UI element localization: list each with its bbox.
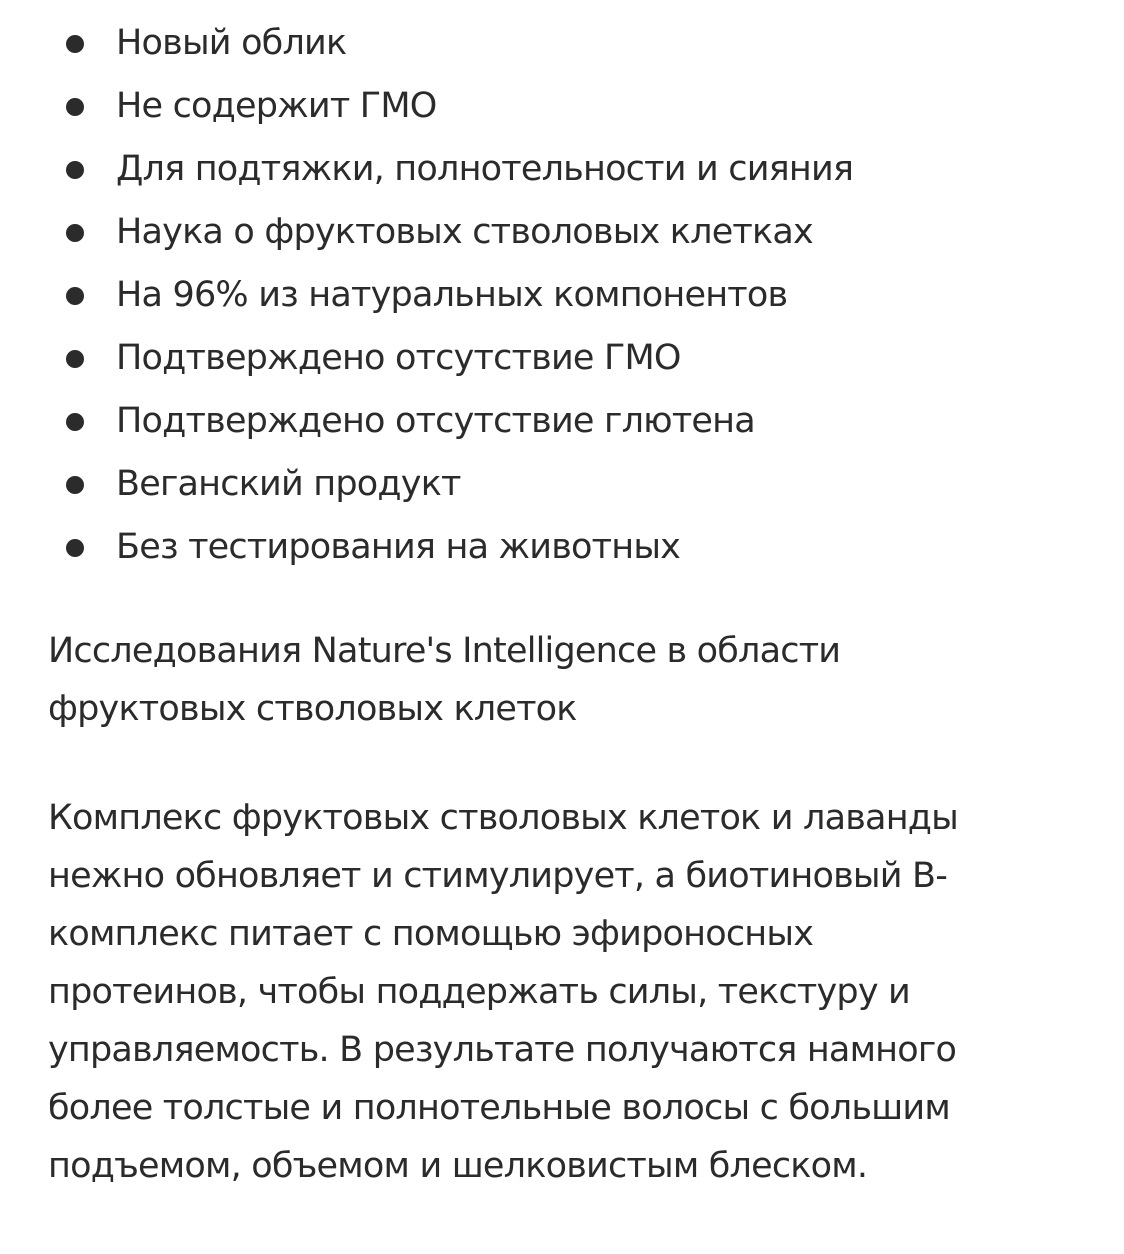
bullet-icon [66,476,84,494]
list-item [116,453,1098,516]
feature-text: Новый облик [116,23,347,63]
feature-text: Подтверждено отсутствие ГМО [116,338,681,378]
list-item [116,264,1098,327]
heading-line: Исследования Nature's Intelligence в области [48,631,841,671]
bullet-icon [66,287,84,305]
paragraph-line: комплекс питает с помощью эфироносных [48,914,814,954]
feature-text: Подтверждено отсутствие глютена [116,401,755,441]
paragraph-line: Комплекс фруктовых стволовых клеток и лаванды [48,798,959,838]
bullet-icon [66,35,84,53]
bullet-icon [66,98,84,116]
paragraph-line: подъемом, объемом и шелковистым блеском. [48,1146,868,1186]
feature-text: Не содержит ГМО [116,86,437,126]
paragraph-line: протеинов, чтобы поддержать силы, текстуру и [48,972,911,1012]
list-item [116,201,1098,264]
feature-text: Наука о фруктовых стволовых клетках [116,212,813,252]
paragraph-line: управляемость. В результате получаются намного [48,1030,957,1070]
paragraph-line: нежно обновляет и стимулирует, а биотиновый В- [48,856,948,896]
bullet-icon [66,161,84,179]
bullet-icon [66,224,84,242]
bullet-icon [66,413,84,431]
section-heading [48,622,1098,738]
feature-text: На 96% из натуральных компонентов [116,275,788,315]
product-description [48,12,1098,1195]
feature-text: Веганский продукт [116,464,461,504]
description-paragraph [48,789,1098,1195]
feature-text: Без тестирования на животных [116,527,681,567]
list-item [116,516,1098,579]
list-item [116,327,1098,390]
bullet-icon [66,539,84,557]
list-item [116,138,1098,201]
bullet-icon [66,350,84,368]
list-item [116,390,1098,453]
feature-text: Для подтяжки, полнотельности и сияния [116,149,854,189]
list-item [116,75,1098,138]
paragraph-line: более толстые и полнотельные волосы с большим [48,1088,950,1128]
heading-line: фруктовых стволовых клеток [48,689,577,729]
list-item [116,12,1098,75]
feature-list [48,12,1098,579]
